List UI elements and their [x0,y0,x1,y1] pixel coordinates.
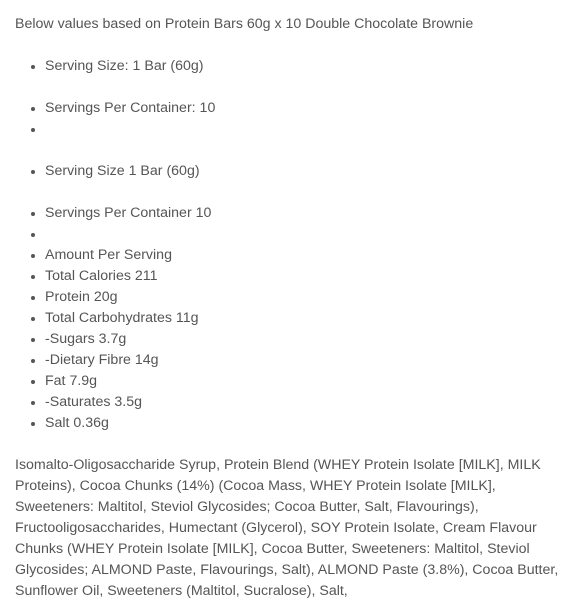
list-item-salt: Salt 0.36g [45,413,562,434]
serving-info-list-2 [15,161,562,434]
serving-info-list-1 [15,56,562,140]
list-item-empty [45,119,562,140]
list-item-total-calories: Total Calories 211 [45,266,562,287]
intro-text: Below values based on Protein Bars 60g x 10 Double Chocolate Brownie [15,16,474,32]
list-item-serving-size: Serving Size: 1 Bar (60g) [45,56,562,77]
list-item-sugars: -Sugars 3.7g [45,329,562,350]
list-item-total-carbohydrates: Total Carbohydrates 11g [45,308,562,329]
list-item-fat: Fat 7.9g [45,371,562,392]
list-item-saturates: -Saturates 3.5g [45,392,562,413]
list-item-servings-per-container: Servings Per Container: 10 [45,98,562,119]
list-item-serving-size: Serving Size 1 Bar (60g) [45,161,562,182]
list-item-empty [45,224,562,245]
list-item-servings-per-container: Servings Per Container 10 [45,203,562,224]
list-item-dietary-fibre: -Dietary Fibre 14g [45,350,562,371]
list-item-amount-per-serving: Amount Per Serving [45,245,562,266]
list-item-protein: Protein 20g [45,287,562,308]
ingredients-text: Isomalto-Oligosaccharide Syrup, Protein Blend (WHEY Protein Isolate [MILK], MILK Proteins), Cocoa Chunks (14%) (Cocoa Mass, WHEY Protein Isolate [MILK], Sweeteners: Maltitol, Steviol Glycosides; Cocoa Butter, Salt, Flavourings), Fructooligosaccharides, Humectant (Glycerol), SOY Protein Isolate, Cream Flavour Chunks (WHEY Protein Isolate [MILK], Cocoa Butter, Sweeteners: Maltitol, Steviol Glycosides; ALMOND Paste, Flavourings, Salt), ALMOND Paste (3.8%), Cocoa Butter, Sunflower Oil, Sweeteners (Maltitol, Sucralose), Salt, [15,457,559,599]
